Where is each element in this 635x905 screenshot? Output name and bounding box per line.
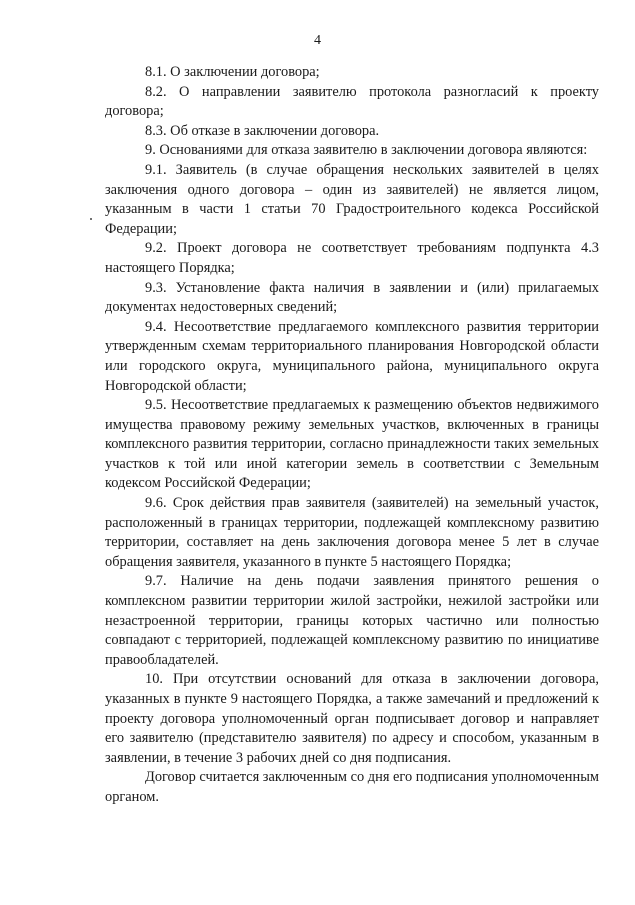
paragraph-9-5: 9.5. Несоответствие предлагаемых к размещению объектов недвижимого имущества правовому режиму земельных участков, включенных в границы комплексного развития территории, согласно принадлежности таких земельных участков к той или иной категории земель в соответствии с Земельным кодексом Российской Федерации; [105,397,599,492]
paragraph-8-2: 8.2. О направлении заявителю протокола разногласий к проекту договора; [105,83,599,120]
paragraph-9-4: 9.4. Несоответствие предлагаемого комплексного развития территории утвержденным схемам территориального планирования Новгородской области или городского округа, муниципального района, муниципального округа Новгородской области; [105,318,599,394]
paragraph-9: 9. Основаниями для отказа заявителю в заключении договора являются: [145,142,588,159]
paragraph-contract-concluded: Договор считается заключенным со дня его подписания уполномоченным органом. [105,769,599,805]
page-number: 4 [314,33,321,48]
scan-speck [90,218,92,220]
paragraph-9-1: 9.1. Заявитель (в случае обращения нескольких заявителей в целях заключения одного договора – один из заявителей) не является лицом, указанным в части 1 статьи 70 Градостроительного кодекса Российской Федерации; [105,161,599,237]
paragraph-9-7: 9.7. Наличие на день подачи заявления принятого решения о комплексном развитии территории жилой застройки, нежилой застройки или незастроенной территории, границы которых частично или полностью совпадают с территорией, подлежащей комплексному развитию по инициативе правообладателей. [105,573,599,668]
paragraph-8-3: 8.3. Об отказе в заключении договора. [145,122,380,139]
paragraph-8-1: 8.1. О заключении договора; [145,64,320,80]
paragraph-9-6: 9.6. Срок действия прав заявителя (заявителей) на земельный участок, расположенный в границах территории, подлежащей комплексному развитию территории, составляет на день заключения договора менее 5 лет в случае обращения заявителя, указанного в пункте 5 настоящего Порядка; [105,495,599,570]
document-body [105,63,599,808]
paragraph-10: 10. При отсутствии оснований для отказа в заключении договора, указанных в пункте 9 настоящего Порядка, а также замечаний и предложений к проекту договора уполномоченный орган подписывает договор и направляет его заявителю (представителю заявителя) по адресу и способом, указанным в заявлении, в течение 3 рабочих дней со дня подписания. [105,671,599,766]
paragraph-9-3: 9.3. Установление факта наличия в заявлении и (или) прилагаемых документах недостоверных сведений; [105,279,599,316]
paragraph-9-2: 9.2. Проект договора не соответствует требованиям подпункта 4.3 настоящего Порядка; [105,240,599,276]
